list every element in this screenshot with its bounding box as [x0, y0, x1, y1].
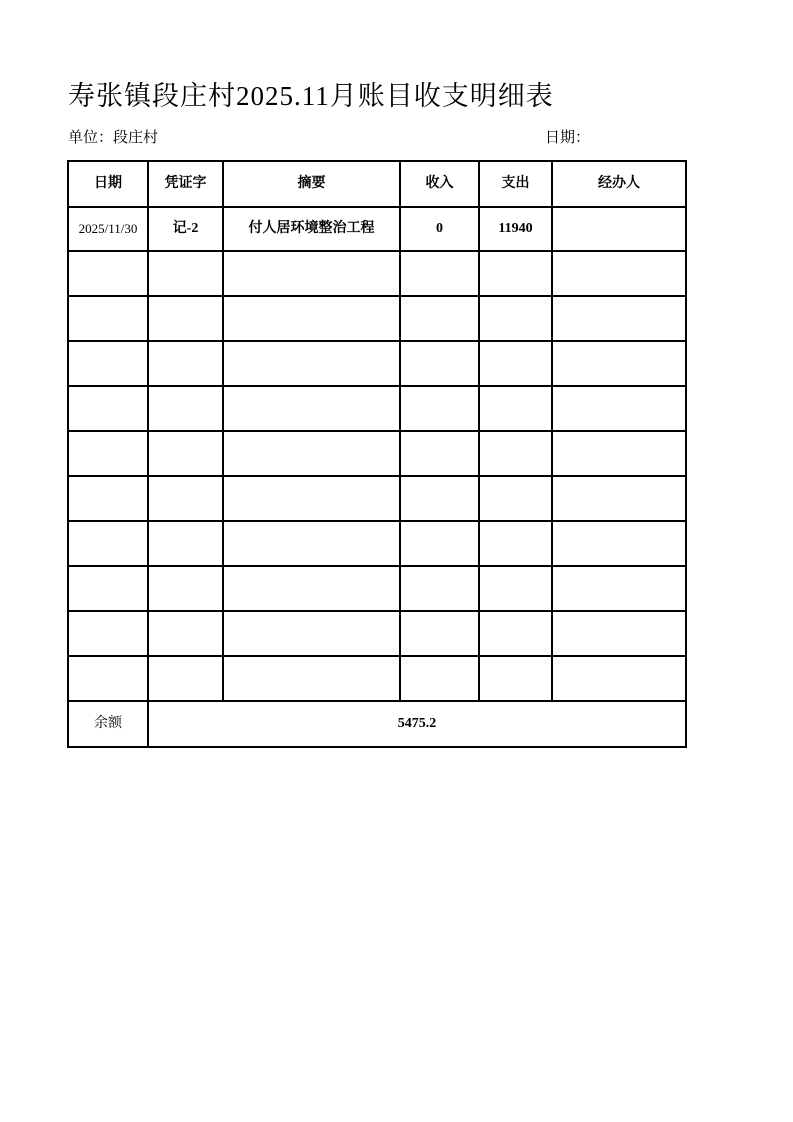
table-row [68, 656, 686, 701]
cell-summary [223, 386, 400, 431]
cell-expense [479, 251, 552, 296]
table-row [68, 386, 686, 431]
cell-income [400, 386, 479, 431]
cell-summary [223, 296, 400, 341]
cell-summary [223, 521, 400, 566]
table-body [68, 207, 686, 701]
header-date: 日期 [68, 161, 148, 207]
cell-date [68, 341, 148, 386]
cell-expense [479, 656, 552, 701]
date-label: 日期： [545, 130, 591, 146]
cell-income [400, 341, 479, 386]
cell-expense [479, 431, 552, 476]
cell-expense [479, 341, 552, 386]
cell-handler [552, 566, 686, 611]
cell-date [68, 431, 148, 476]
cell-handler [552, 296, 686, 341]
cell-income [400, 521, 479, 566]
table-footer [68, 701, 686, 747]
cell-summary: 付人居环境整治工程 [223, 207, 400, 251]
cell-handler [552, 386, 686, 431]
header-expense: 支出 [479, 161, 552, 207]
table-row [68, 207, 686, 251]
cell-expense [479, 611, 552, 656]
balance-row [68, 701, 686, 747]
cell-summary [223, 251, 400, 296]
cell-voucher [148, 521, 223, 566]
meta-line [68, 126, 686, 146]
cell-income [400, 251, 479, 296]
header-summary: 摘要 [223, 161, 400, 207]
cell-date: 2025/11/30 [68, 207, 148, 251]
table-row [68, 476, 686, 521]
cell-handler [552, 251, 686, 296]
cell-summary [223, 656, 400, 701]
cell-income [400, 656, 479, 701]
cell-voucher: 记-2 [148, 207, 223, 251]
cell-summary [223, 476, 400, 521]
cell-income [400, 611, 479, 656]
table-row [68, 611, 686, 656]
cell-income [400, 476, 479, 521]
cell-voucher [148, 476, 223, 521]
cell-income [400, 431, 479, 476]
cell-date [68, 611, 148, 656]
cell-date [68, 566, 148, 611]
header-row [68, 161, 686, 207]
cell-voucher [148, 611, 223, 656]
cell-voucher [148, 341, 223, 386]
unit-label: 单位：段庄村 [68, 130, 159, 146]
cell-expense [479, 566, 552, 611]
table-row [68, 521, 686, 566]
cell-handler [552, 207, 686, 251]
table-row [68, 431, 686, 476]
account-table [67, 160, 687, 748]
cell-expense [479, 476, 552, 521]
table-row [68, 341, 686, 386]
cell-expense [479, 296, 552, 341]
cell-voucher [148, 431, 223, 476]
header-income: 收入 [400, 161, 479, 207]
table-header [68, 161, 686, 207]
cell-voucher [148, 566, 223, 611]
cell-date [68, 296, 148, 341]
cell-income: 0 [400, 207, 479, 251]
cell-date [68, 386, 148, 431]
cell-voucher [148, 296, 223, 341]
cell-voucher [148, 251, 223, 296]
table-row [68, 251, 686, 296]
table-row [68, 566, 686, 611]
cell-summary [223, 431, 400, 476]
cell-date [68, 656, 148, 701]
cell-expense: 11940 [479, 207, 552, 251]
cell-handler [552, 521, 686, 566]
table-row [68, 296, 686, 341]
cell-expense [479, 386, 552, 431]
page-title: 寿张镇段庄村2025.11月账目收支明细表 [68, 81, 554, 111]
cell-income [400, 566, 479, 611]
balance-label: 余额 [68, 701, 148, 747]
cell-handler [552, 341, 686, 386]
header-handler: 经办人 [552, 161, 686, 207]
cell-handler [552, 611, 686, 656]
cell-summary [223, 341, 400, 386]
cell-date [68, 521, 148, 566]
cell-voucher [148, 656, 223, 701]
balance-value: 5475.2 [148, 701, 686, 747]
cell-handler [552, 431, 686, 476]
cell-handler [552, 656, 686, 701]
cell-expense [479, 521, 552, 566]
cell-date [68, 251, 148, 296]
cell-handler [552, 476, 686, 521]
cell-summary [223, 566, 400, 611]
cell-voucher [148, 386, 223, 431]
header-voucher: 凭证字 [148, 161, 223, 207]
cell-summary [223, 611, 400, 656]
cell-date [68, 476, 148, 521]
cell-income [400, 296, 479, 341]
